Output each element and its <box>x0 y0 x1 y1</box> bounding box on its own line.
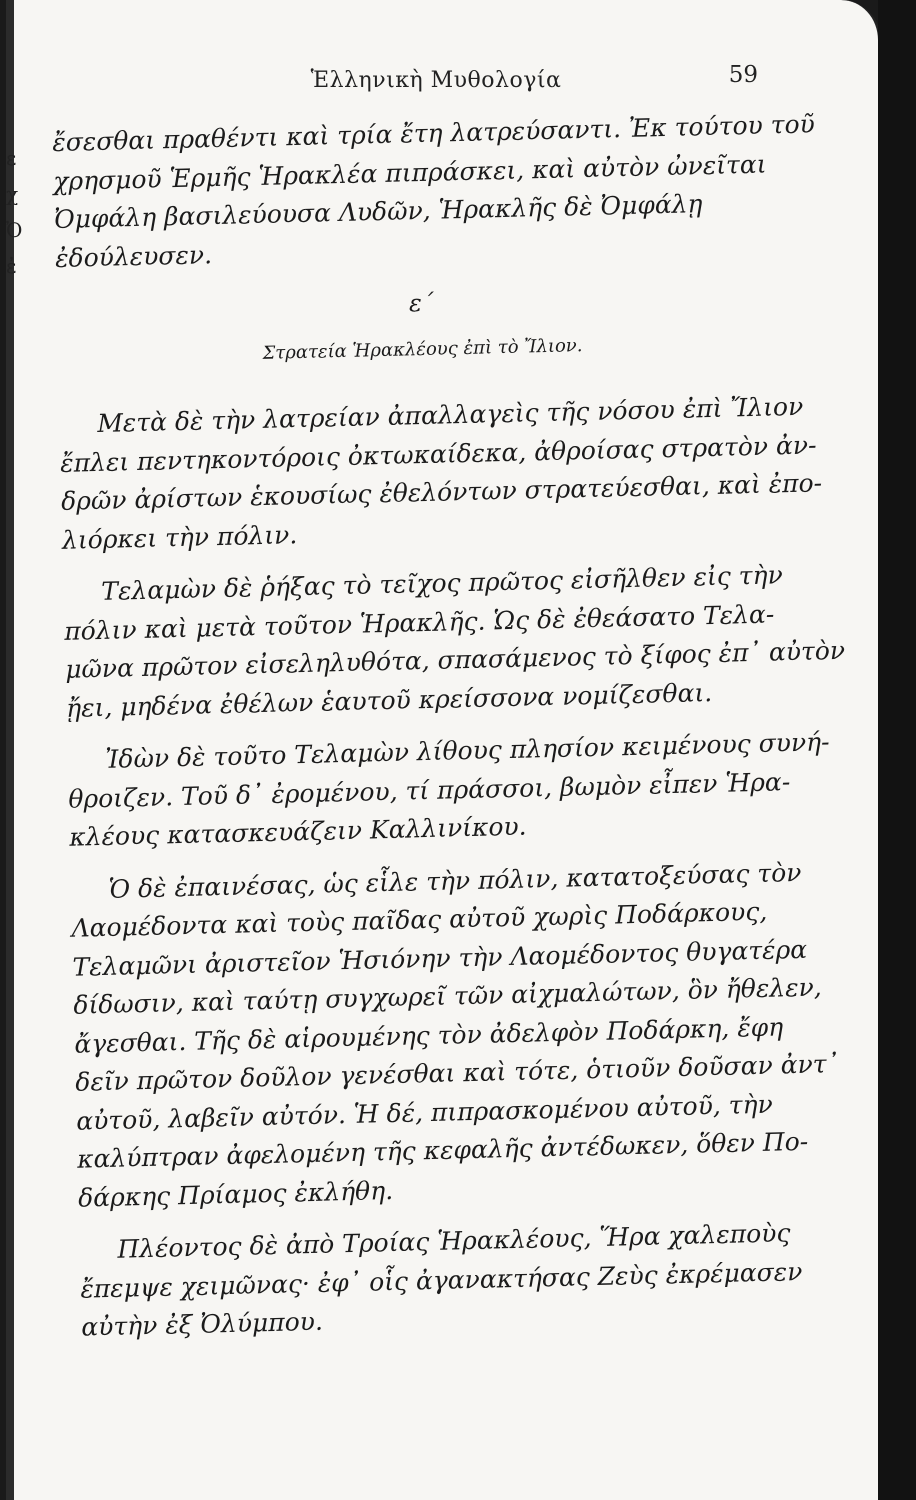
text-line: δίδωσιν, καὶ ταύτῃ συγχωρεῖ τῶν αἰχμαλώτων, ὃν ἤθελεν, <box>73 972 823 1020</box>
text-line: δάρκης Πρίαμος ἐκλήθη. <box>77 1175 394 1213</box>
text-line: λιόρκει τὴν πόλιν. <box>61 519 298 555</box>
page-shadow-edge <box>878 0 916 1500</box>
paragraph <box>63 560 846 732</box>
book-page <box>6 0 881 1500</box>
text-line: Ἰδὼν δὲ τοῦτο Τελαμὼν λίθους πλησίον κειμένους συνή- <box>105 727 830 774</box>
text-line: θροιζεν. Τοῦ δ᾽ ἐρομένου, τί πράσσοι, βωμὸν εἶπεν Ἡρα- <box>68 766 791 814</box>
text-line: δεῖν πρῶτον δοῦλον γενέσθαι καὶ τότε, ὁτιοῦν δοῦσαν ἀντ᾽ <box>74 1049 840 1097</box>
text-line: Τελαμὼν δὲ ῥήξας τὸ τεῖχος πρῶτος εἰσῆλθεν εἰς τὴν <box>100 560 784 606</box>
text-line: ἔπεμψε χειμῶνας· ἐφ᾽ οἷς ἀγανακτήσας Ζεὺς ἐκρέμασεν <box>80 1256 803 1304</box>
opening-paragraph <box>52 109 816 282</box>
text-line: αὐτὴν ἐξ Ὀλύμπου. <box>80 1306 324 1342</box>
left-margin-marks <box>6 140 23 284</box>
text-line: Λαομέδοντα καὶ τοὺς παῖδας αὐτοῦ χωρὶς Ποδάρκους, <box>71 896 768 943</box>
paragraph <box>59 391 823 564</box>
text-line: ἔπλει πεντηκοντόροις ὀκτωκαίδεκα, ἀθροίσας στρατὸν ἀν- <box>59 429 817 478</box>
margin-mark: χ <box>6 182 19 206</box>
text-line: ᾔει, μηδένα ἐθέλων ἑαυτοῦ κρείσσονα νομίζεσθαι. <box>65 677 713 723</box>
text-line: Ὀμφάλη βασιλεύουσα Λυδῶν, Ἡρακλῆς δὲ Ὀμφάλῃ <box>53 189 703 234</box>
text-line: κλέους κατασκευάζειν Καλλινίκου. <box>68 811 527 852</box>
paragraph <box>67 727 830 861</box>
text-line: καλύπτραν ἀφελομένη τῆς κεφαλῆς ἀντέδωκεν, ὅθεν Πο- <box>76 1126 809 1174</box>
text-line: χρησμοῦ Ἑρμῆς Ἡρακλέα πιπράσκει, καὶ αὐτὸν ὠνεῖται <box>52 149 767 196</box>
text-line: Πλέοντος δὲ ἀπὸ Τροίας Ἡρακλέους, Ἥρα χαλεποὺς <box>117 1218 791 1264</box>
body-text <box>52 109 846 1351</box>
page-number: 59 <box>728 62 758 88</box>
section-number: ε΄ <box>408 288 435 318</box>
section-title: Στρατεία Ἡρακλέους ἐπὶ τὸ Ἴλιον. <box>262 335 583 364</box>
text-line: Τελαμῶνι ἀριστεῖον Ἡσιόνην τὴν Λαομέδοντος θυγατέρα <box>72 934 808 982</box>
paragraph <box>79 1218 812 1351</box>
text-line: Ὁ δὲ ἐπαινέσας, ὡς εἷλε τὴν πόλιν, κατατοξεύσας τὸν <box>108 857 802 904</box>
text-line: μῶνα πρῶτον εἰσεληλυθότα, σπασάμενος τὸ ξίφος ἐπ᾽ αὐτὸν <box>64 635 846 684</box>
margin-mark: Ὀ <box>6 218 23 242</box>
running-head-title: Ἑλληνικὴ Μυθολογία <box>310 68 562 93</box>
text-line: Μετὰ δὲ τὴν λατρείαν ἀπαλλαγεὶς τῆς νόσου ἐπὶ Ἴλιον <box>96 391 804 438</box>
text-line: δρῶν ἀρίστων ἑκουσίως ἐθελόντων στρατεύεσθαι, καὶ ἐπο- <box>60 468 823 516</box>
paragraph <box>70 857 840 1221</box>
text-line: ἐδούλευσεν. <box>54 239 213 273</box>
text-line: αὐτοῦ, λαβεῖν αὐτόν. Ἡ δέ, πιπρασκομένου αὐτοῦ, τὴν <box>75 1089 774 1136</box>
margin-mark: ε <box>6 146 17 170</box>
text-line: ἔσεσθαι πραθέντι καὶ τρία ἔτη λατρεύσαντι. Ἐκ τούτου τοῦ <box>52 109 816 157</box>
text-line: πόλιν καὶ μετὰ τοῦτον Ἡρακλῆς. Ὡς δὲ ἐθεάσατο Τελα- <box>63 599 775 646</box>
text-line: ἄγεσθαι. Τῆς δὲ αἱρουμένης τὸν ἀδελφὸν Ποδάρκη, ἔφη <box>74 1011 784 1059</box>
margin-mark: ἐ <box>6 254 17 278</box>
